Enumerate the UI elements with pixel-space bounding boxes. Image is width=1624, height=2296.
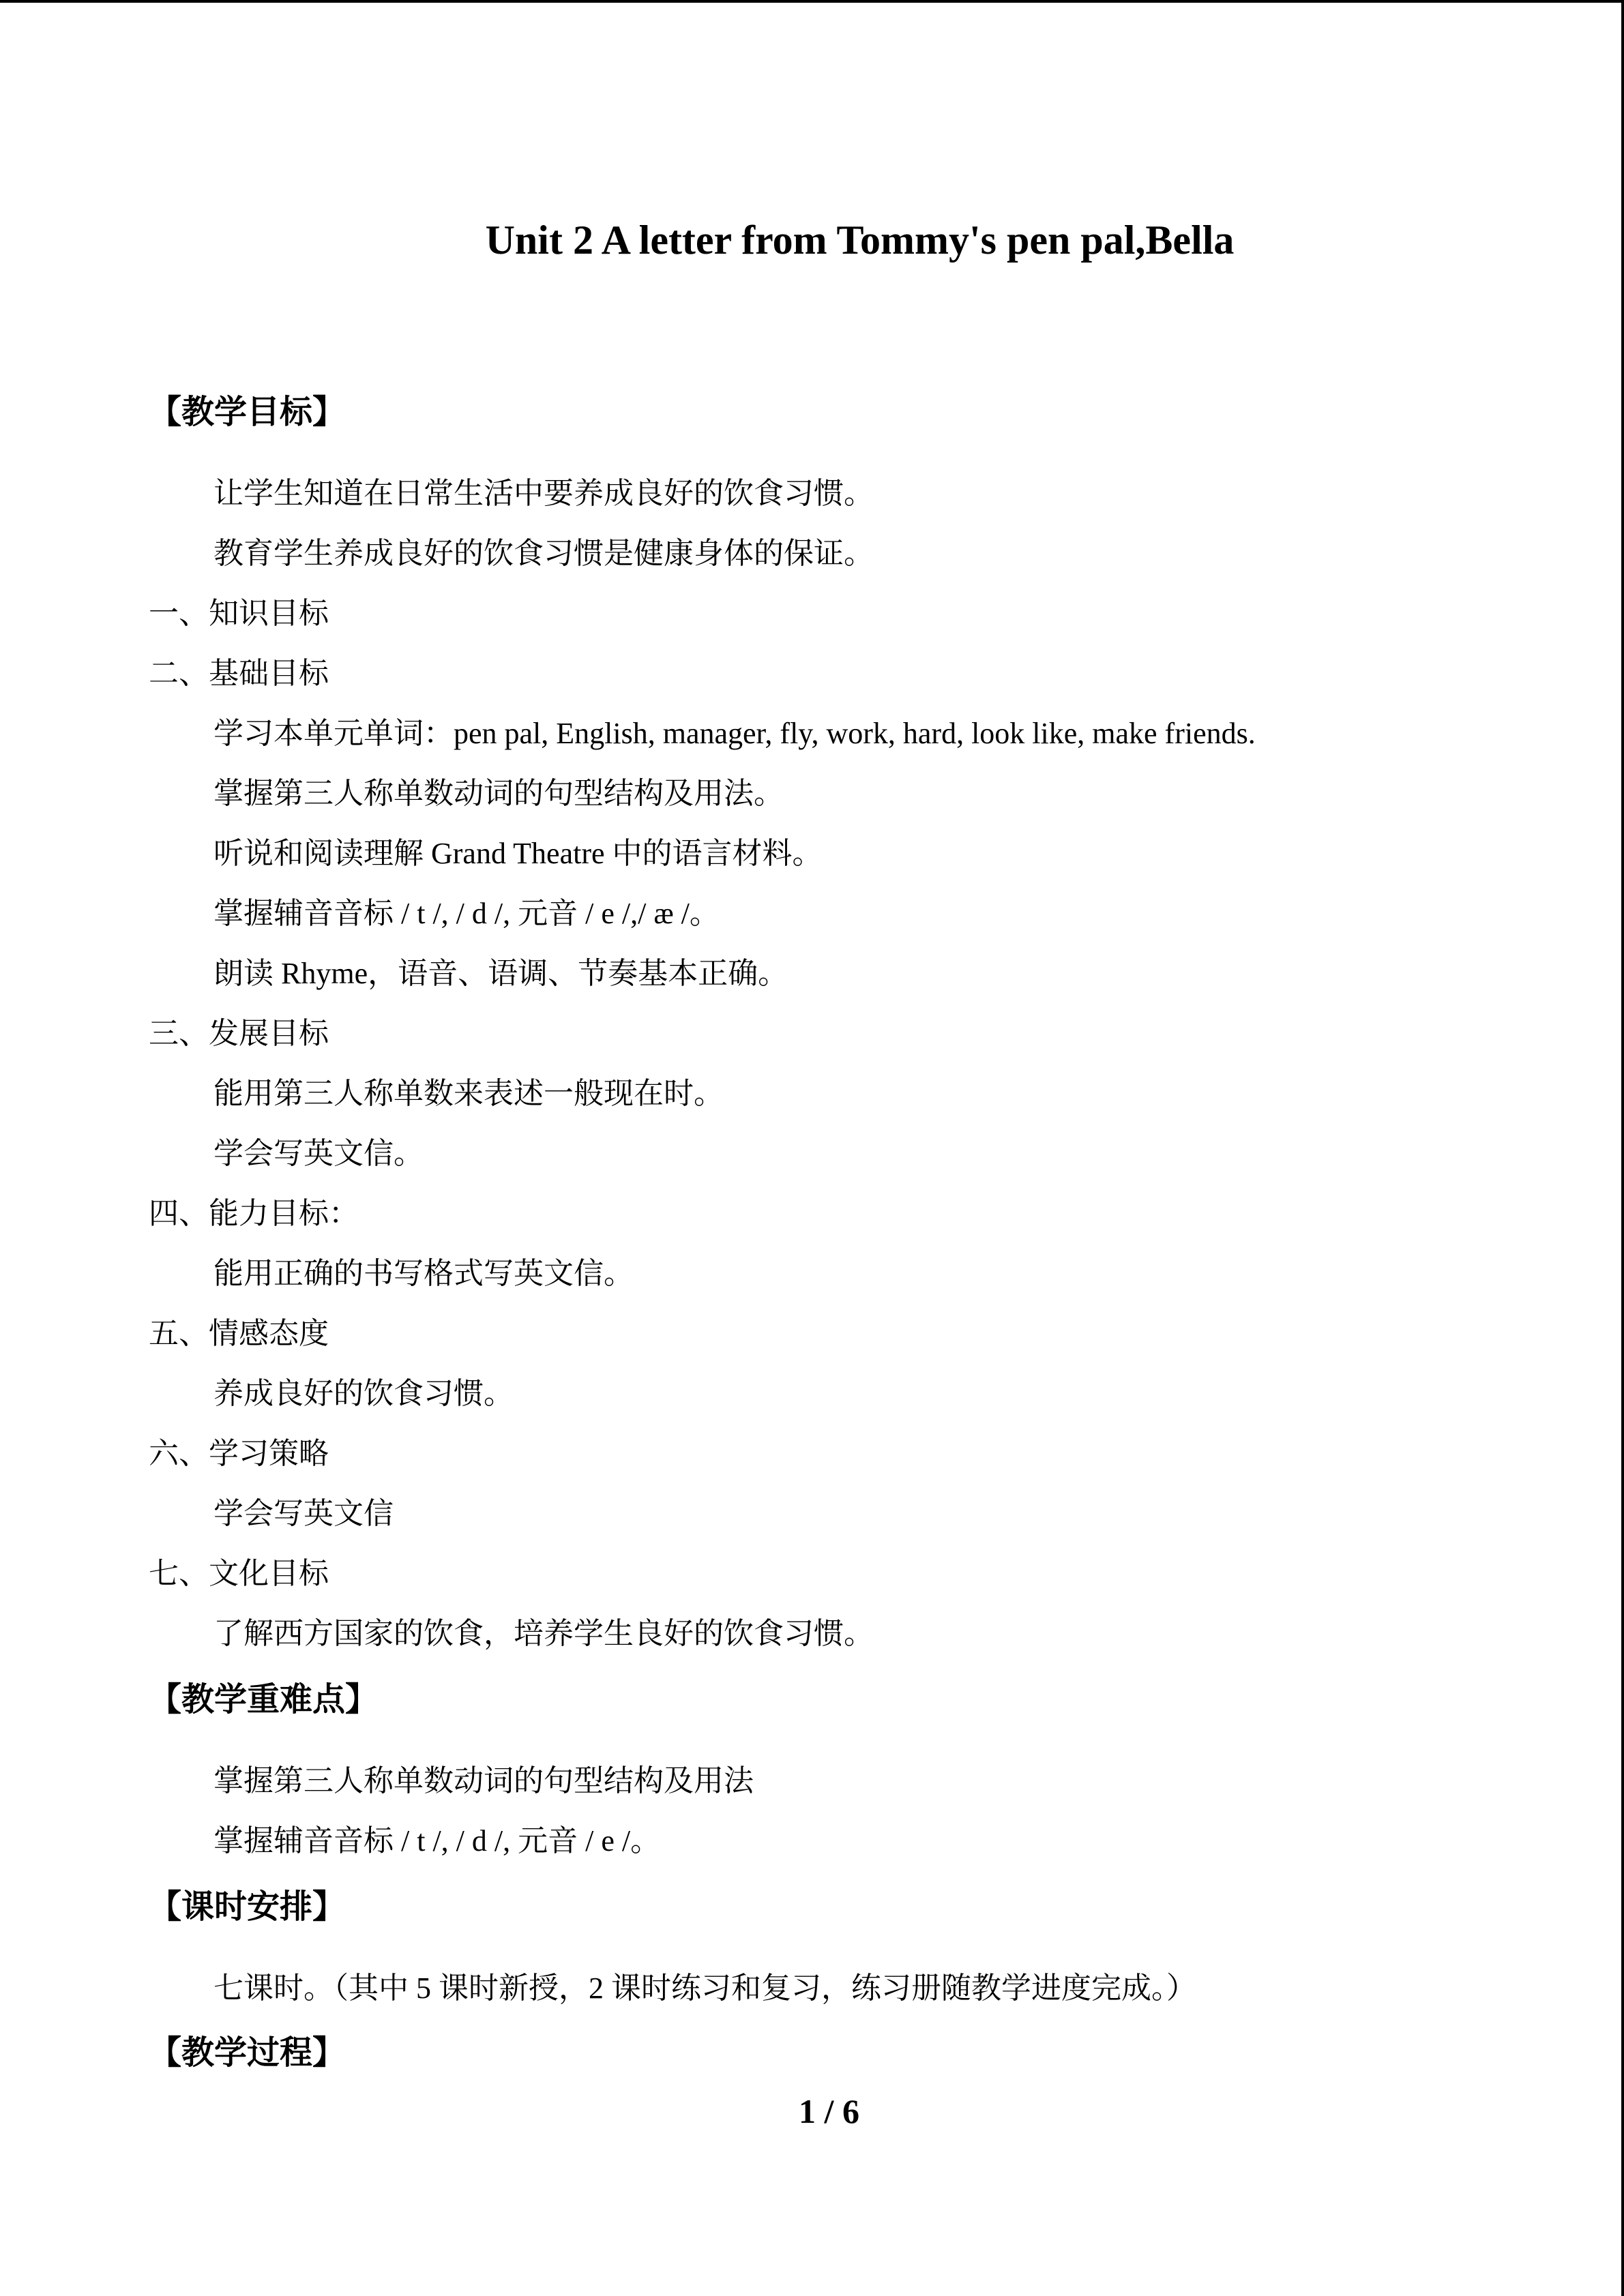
strategy-item-1: 学会写英文信 (213, 1497, 394, 1530)
key-point-1: 掌握第三人称单数动词的句型结构及用法 (213, 1764, 754, 1798)
emotion-item-1: 养成良好的饮食习惯。 (213, 1377, 514, 1410)
basic-item-4: 掌握辅音音标 / t /, / d /, 元音 / e /,/ æ /。 (213, 897, 720, 930)
basic-item-2: 掌握第三人称单数动词的句型结构及用法。 (213, 777, 784, 810)
subheading-basic: 二、基础目标 (149, 657, 329, 690)
section-heading-process: 【教学过程】 (149, 2033, 346, 2072)
page-border-right (1621, 0, 1624, 2296)
section-heading-key-points: 【教学重难点】 (149, 1680, 379, 1718)
page-border-top (0, 0, 1624, 3)
subheading-knowledge: 一、知识目标 (149, 597, 329, 630)
section-heading-schedule: 【课时安排】 (149, 1888, 346, 1926)
subheading-emotion: 五、情感态度 (149, 1317, 329, 1350)
section-heading-goals: 【教学目标】 (149, 393, 346, 431)
culture-item-1: 了解西方国家的饮食，培养学生良好的饮食习惯。 (213, 1617, 874, 1650)
page-number: 1 / 6 (799, 2092, 859, 2130)
basic-item-5: 朗读 Rhyme，语音、语调、节奏基本正确。 (213, 957, 788, 990)
subheading-ability: 四、能力目标： (149, 1197, 359, 1230)
subheading-strategy: 六、学习策略 (149, 1437, 329, 1470)
development-item-2: 学会写英文信。 (213, 1137, 424, 1170)
ability-item-1: 能用正确的书写格式写英文信。 (213, 1257, 634, 1290)
basic-item-1: 学习本单元单词：pen pal, English, manager, fly, work, hard, look like, make friends. (213, 717, 1256, 750)
subheading-development: 三、发展目标 (149, 1017, 329, 1050)
document-title: Unit 2 A letter from Tommy's pen pal,Bella (485, 218, 1235, 263)
goal-intro-2: 教育学生养成良好的饮食习惯是健康身体的保证。 (213, 537, 874, 570)
subheading-culture: 七、文化目标 (149, 1557, 329, 1590)
schedule-item-1: 七课时。（其中 5 课时新授，2 课时练习和复习，练习册随教学进度完成。） (213, 1971, 1196, 2005)
development-item-1: 能用第三人称单数来表述一般现在时。 (213, 1077, 724, 1110)
basic-item-3: 听说和阅读理解 Grand Theatre 中的语言材料。 (213, 837, 823, 870)
goal-intro-1: 让学生知道在日常生活中要养成良好的饮食习惯。 (213, 477, 874, 510)
key-point-2: 掌握辅音音标 / t /, / d /, 元音 / e /。 (213, 1824, 661, 1858)
